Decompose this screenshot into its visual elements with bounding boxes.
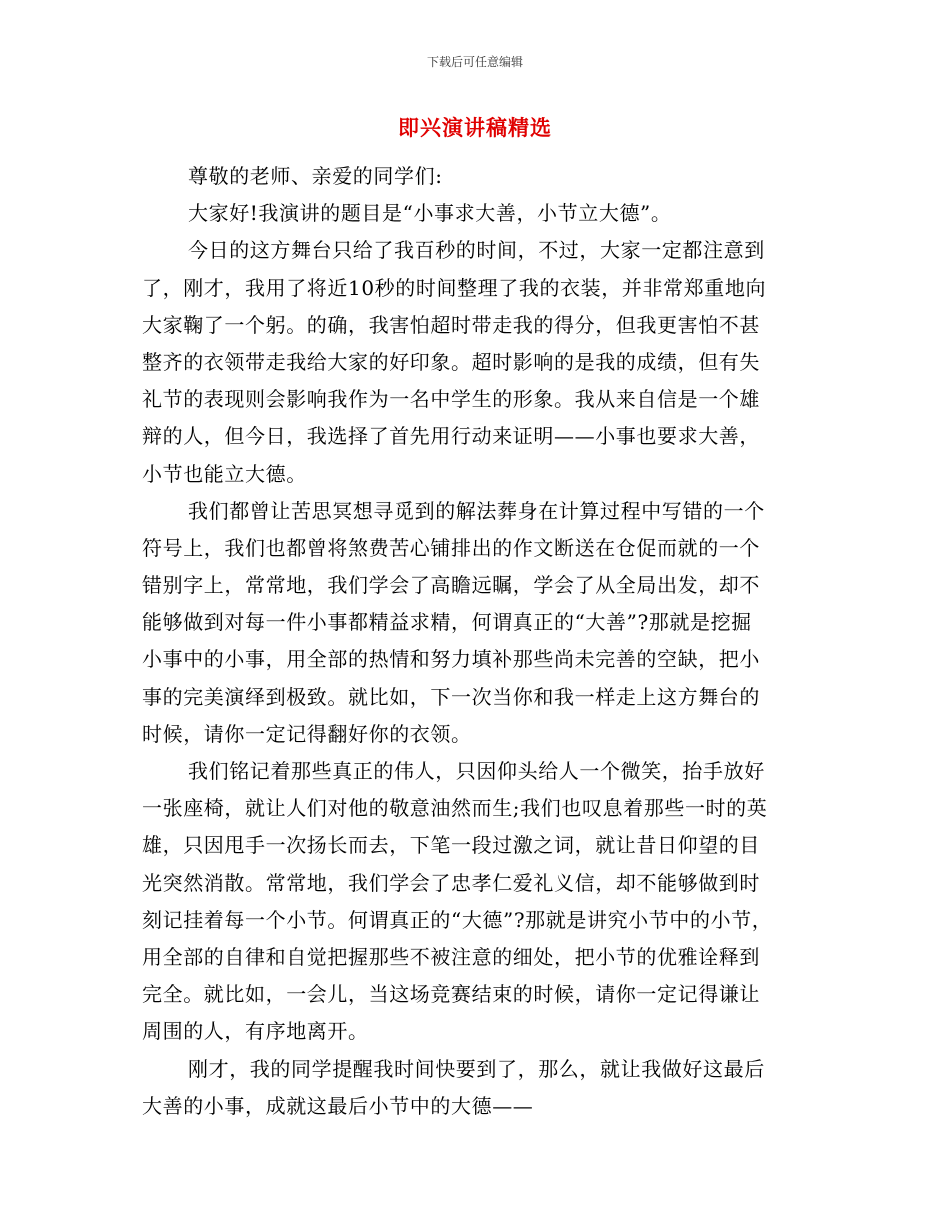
text-line: 雄，只因甩手一次扬长而去，下笔一段过激之词，就让昔日仰望的目 (142, 833, 760, 858)
page-title: 即兴演讲稿精选 (398, 116, 552, 140)
text-line: 大家鞠了一个躬。的确，我害怕超时带走我的得分，但我更害怕不甚 (142, 312, 760, 337)
text-line: 错别字上，常常地，我们学会了高瞻远瞩，学会了从全局出发，却不 (142, 573, 760, 598)
text-line: 符号上，我们也都曾将煞费苦心铺排出的作文断送在仓促而就的一个 (142, 535, 760, 560)
text-line: 礼节的表现则会影响我作为一名中学生的形象。我从来自信是一个雄 (142, 387, 760, 412)
text-line: 尊敬的老师、亲爱的同学们: (188, 164, 443, 188)
text-line: 整齐的衣领带走我给大家的好印象。超时影响的是我的成绩，但有失 (142, 349, 760, 374)
text-line: 大家好!我演讲的题目是“小事求大善，小节立大德”。 (188, 201, 672, 226)
text-line: 刻记挂着每一个小节。何谓真正的“大德”?那就是讲究小节中的小节， (142, 907, 773, 932)
text-line: 周围的人，有序地离开。 (142, 1019, 369, 1044)
text-line: 用全部的自律和自觉把握那些不被注意的细处，把小节的优雅诠释到 (142, 944, 760, 969)
text-line: 刚才，我的同学提醒我时间快要到了，那么，就让我做好这最后 (188, 1056, 765, 1081)
text-line: 辩的人，但今日，我选择了首先用行动来证明——小事也要求大善， (142, 424, 760, 449)
text-line: 光突然消散。常常地，我们学会了忠孝仁爱礼义信，却不能够做到时 (142, 870, 760, 895)
text-line: 今日的这方舞台只给了我百秒的时间，不过，大家一定都注意到 (188, 238, 765, 263)
text-line: 能够做到对每一件小事都精益求精，何谓真正的“大善”?那就是挖掘 (142, 610, 752, 635)
text-line: 我们铭记着那些真正的伟人，只因仰头给人一个微笑，抬手放好 (188, 759, 765, 783)
text-line: 时候，请你一定记得翻好你的衣领。 (142, 721, 472, 746)
header-note: 下载后可任意编辑 (426, 55, 523, 69)
text-line: 了，刚才，我用了将近10秒的时间整理了我的衣装，并非常郑重地向 (142, 275, 767, 300)
text-line: 事的完美演绎到极致。就比如，下一次当你和我一样走上这方舞台的 (142, 684, 760, 709)
text-line: 小事中的小事，用全部的热情和努力填补那些尚未完善的空缺，把小 (142, 647, 760, 672)
text-line: 一张座椅，就让人们对他的敬意油然而生;我们也叹息着那些一时的英 (142, 796, 768, 821)
text-line: 大善的小事，成就这最后小节中的大德—— (142, 1093, 534, 1118)
text-line: 完全。就比如，一会儿，当这场竞赛结束的时候，请你一定记得谦让 (142, 982, 760, 1007)
speech-body (142, 158, 810, 1125)
text-line: 小节也能立大德。 (142, 461, 307, 486)
text-line: 我们都曾让苦思冥想寻觅到的解法葬身在计算过程中写错的一个 (188, 498, 765, 523)
